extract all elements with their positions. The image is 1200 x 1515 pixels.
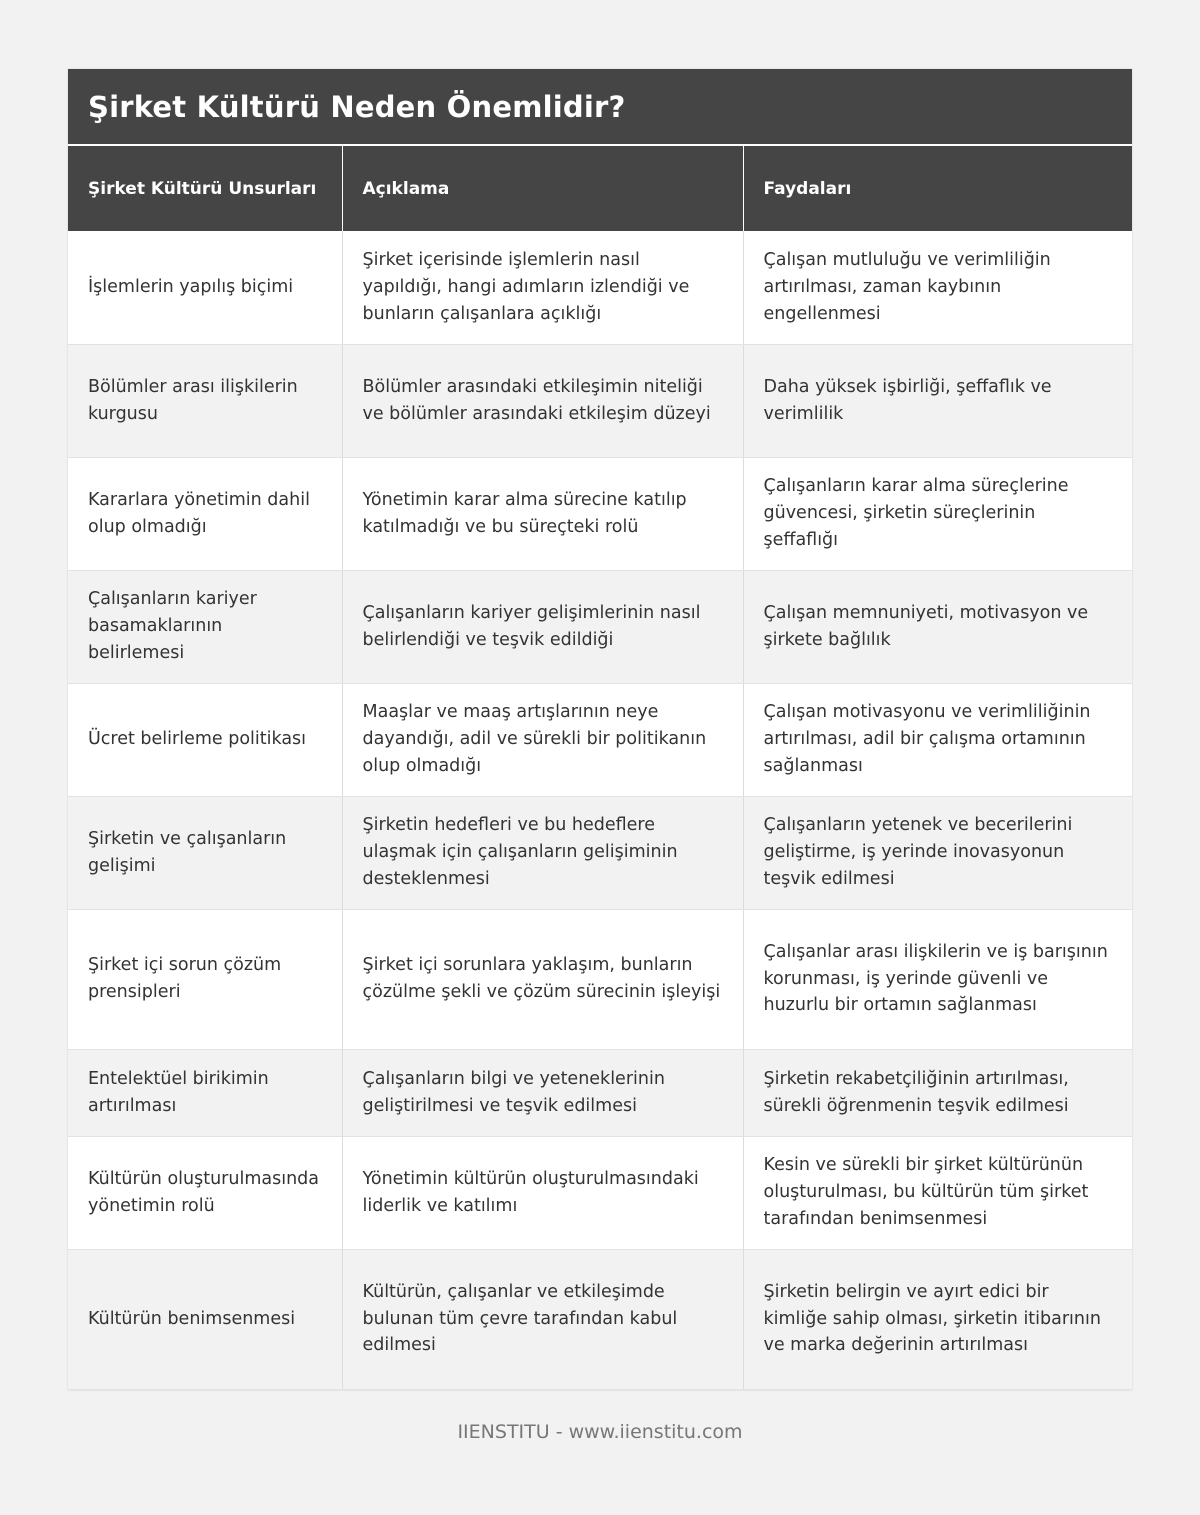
table-row: [68, 457, 1132, 570]
cell-element: Çalışanların kariyer basamaklarının belirlemesi: [68, 570, 342, 683]
table-row: [68, 683, 1132, 796]
cell-description: Şirketin hedefleri ve bu hedeflere ulaşmak için çalışanların gelişiminin desteklenmesi: [342, 796, 743, 909]
cell-description: Yönetimin karar alma sürecine katılıp katılmadığı ve bu süreçteki rolü: [342, 457, 743, 570]
cell-element: Entelektüel birikimin artırılması: [68, 1049, 342, 1136]
cell-benefits: Şirketin rekabetçiliğinin artırılması, sürekli öğrenmenin teşvik edilmesi: [743, 1049, 1132, 1136]
table-row: [68, 796, 1132, 909]
cell-benefits: Çalışan mutluluğu ve verimliliğin artırılması, zaman kaybının engellenmesi: [743, 231, 1132, 344]
cell-benefits: Daha yüksek işbirliği, şeffaflık ve verimlilik: [743, 344, 1132, 457]
cell-benefits: Çalışan memnuniyeti, motivasyon ve şirkete bağlılık: [743, 570, 1132, 683]
cell-element: Kültürün oluşturulmasında yönetimin rolü: [68, 1136, 342, 1249]
cell-description: Yönetimin kültürün oluşturulmasındaki liderlik ve katılımı: [342, 1136, 743, 1249]
cell-description: Bölümler arasındaki etkileşimin niteliği ve bölümler arasındaki etkileşim düzeyi: [342, 344, 743, 457]
cell-benefits: Çalışanlar arası ilişkilerin ve iş barışının korunması, iş yerinde güvenli ve huzurlu bir ortamın sağlanması: [743, 909, 1132, 1049]
cell-element: Bölümler arası ilişkilerin kurgusu: [68, 344, 342, 457]
footer-credit: IIENSTITU - www.iienstitu.com: [457, 1421, 743, 1443]
table-row: [68, 909, 1132, 1049]
column-header-benefits: Faydaları: [743, 145, 1132, 231]
cell-element: Şirket içi sorun çözüm prensipleri: [68, 909, 342, 1049]
culture-table: [68, 144, 1132, 1390]
title-bar: [68, 69, 1132, 144]
table-card: [68, 69, 1132, 1390]
table-row: [68, 231, 1132, 344]
cell-element: İşlemlerin yapılış biçimi: [68, 231, 342, 344]
cell-description: Çalışanların bilgi ve yeteneklerinin geliştirilmesi ve teşvik edilmesi: [342, 1049, 743, 1136]
cell-element: Kararlara yönetimin dahil olup olmadığı: [68, 457, 342, 570]
cell-element: Şirketin ve çalışanların gelişimi: [68, 796, 342, 909]
cell-description: Çalışanların kariyer gelişimlerinin nasıl belirlendiği ve teşvik edildiği: [342, 570, 743, 683]
table-row: [68, 344, 1132, 457]
table-row: [68, 570, 1132, 683]
cell-benefits: Kesin ve sürekli bir şirket kültürünün oluşturulması, bu kültürün tüm şirket tarafından benimsenmesi: [743, 1136, 1132, 1249]
header-row: [68, 145, 1132, 231]
cell-element: Ücret belirleme politikası: [68, 683, 342, 796]
column-header-description: Açıklama: [342, 145, 743, 231]
column-header-elements: Şirket Kültürü Unsurları: [68, 145, 342, 231]
cell-benefits: Çalışan motivasyonu ve verimliliğinin artırılması, adil bir çalışma ortamının sağlanması: [743, 683, 1132, 796]
cell-description: Maaşlar ve maaş artışlarının neye dayandığı, adil ve sürekli bir politikanın olup olmadığı: [342, 683, 743, 796]
table-row: [68, 1136, 1132, 1249]
table-row: [68, 1249, 1132, 1389]
page-title: Şirket Kültürü Neden Önemlidir?: [88, 89, 626, 124]
table-row: [68, 1049, 1132, 1136]
cell-description: Şirket içi sorunlara yaklaşım, bunların çözülme şekli ve çözüm sürecinin işleyişi: [342, 909, 743, 1049]
cell-description: Şirket içerisinde işlemlerin nasıl yapıldığı, hangi adımların izlendiği ve bunların çalışanlara açıklığı: [342, 231, 743, 344]
cell-benefits: Çalışanların yetenek ve becerilerini geliştirme, iş yerinde inovasyonun teşvik edilmesi: [743, 796, 1132, 909]
cell-benefits: Şirketin belirgin ve ayırt edici bir kimliğe sahip olması, şirketin itibarının ve marka değerinin artırılması: [743, 1249, 1132, 1389]
cell-element: Kültürün benimsenmesi: [68, 1249, 342, 1389]
cell-description: Kültürün, çalışanlar ve etkileşimde bulunan tüm çevre tarafından kabul edilmesi: [342, 1249, 743, 1389]
cell-benefits: Çalışanların karar alma süreçlerine güvencesi, şirketin süreçlerinin şeffaflığı: [743, 457, 1132, 570]
